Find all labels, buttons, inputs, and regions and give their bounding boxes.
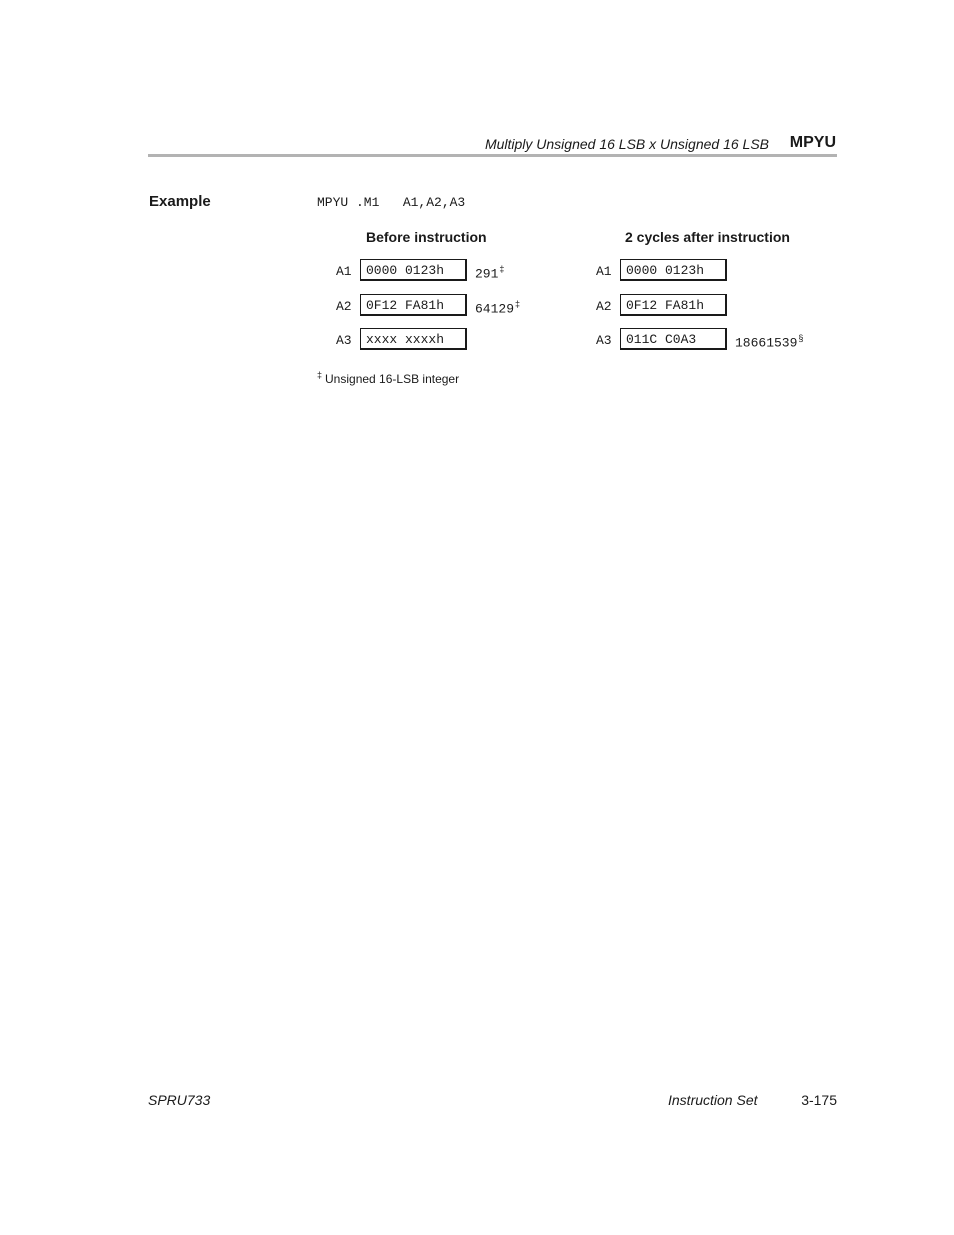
section-mark: § (798, 333, 804, 343)
before-a1-decimal-value: 291 (475, 266, 499, 282)
before-a1-decimal (475, 264, 504, 281)
after-a2-register-value: 0F12 FA81h (620, 294, 727, 316)
before-a3-register-name: A3 (336, 333, 352, 348)
running-header-mnemonic: MPYU (789, 134, 836, 151)
after-instruction-heading: 2 cycles after instruction (625, 229, 790, 245)
footer-page-number: 3-175 (801, 1092, 837, 1108)
before-instruction-heading: Before instruction (366, 229, 487, 245)
after-a2-register-name: A2 (596, 299, 612, 314)
before-a3-register-value: xxxx xxxxh (360, 328, 467, 350)
after-a3-register-value: 011C C0A3 (620, 328, 727, 350)
example-code: MPYU .M1 A1,A2,A3 (317, 195, 466, 210)
before-a2-register-value: 0F12 FA81h (360, 294, 467, 316)
before-a1-register-value: 0000 0123h (360, 259, 467, 281)
footnote-text: Unsigned 16-LSB integer (325, 372, 460, 386)
before-a1-register-name: A1 (336, 264, 352, 279)
after-a3-register-name: A3 (596, 333, 612, 348)
double-dagger-mark: ‡ (499, 264, 505, 274)
before-a2-register-name: A2 (336, 299, 352, 314)
before-a2-decimal (475, 299, 520, 316)
after-a1-register-value: 0000 0123h (620, 259, 727, 281)
double-dagger-mark: ‡ (515, 299, 521, 309)
after-a3-decimal-value: 18661539 (735, 335, 798, 351)
example-label: Example (149, 193, 211, 210)
footer-doc-id: SPRU733 (148, 1092, 211, 1108)
running-header-title: Multiply Unsigned 16 LSB x Unsigned 16 LSB (484, 136, 769, 152)
after-a1-register-name: A1 (596, 264, 612, 279)
header-rule (148, 154, 837, 157)
after-a3-decimal (735, 333, 803, 350)
before-a2-decimal-value: 64129 (475, 301, 515, 317)
footnote (317, 370, 459, 386)
footer-section: Instruction Set (668, 1092, 758, 1108)
footnote-mark: ‡ (317, 370, 323, 380)
